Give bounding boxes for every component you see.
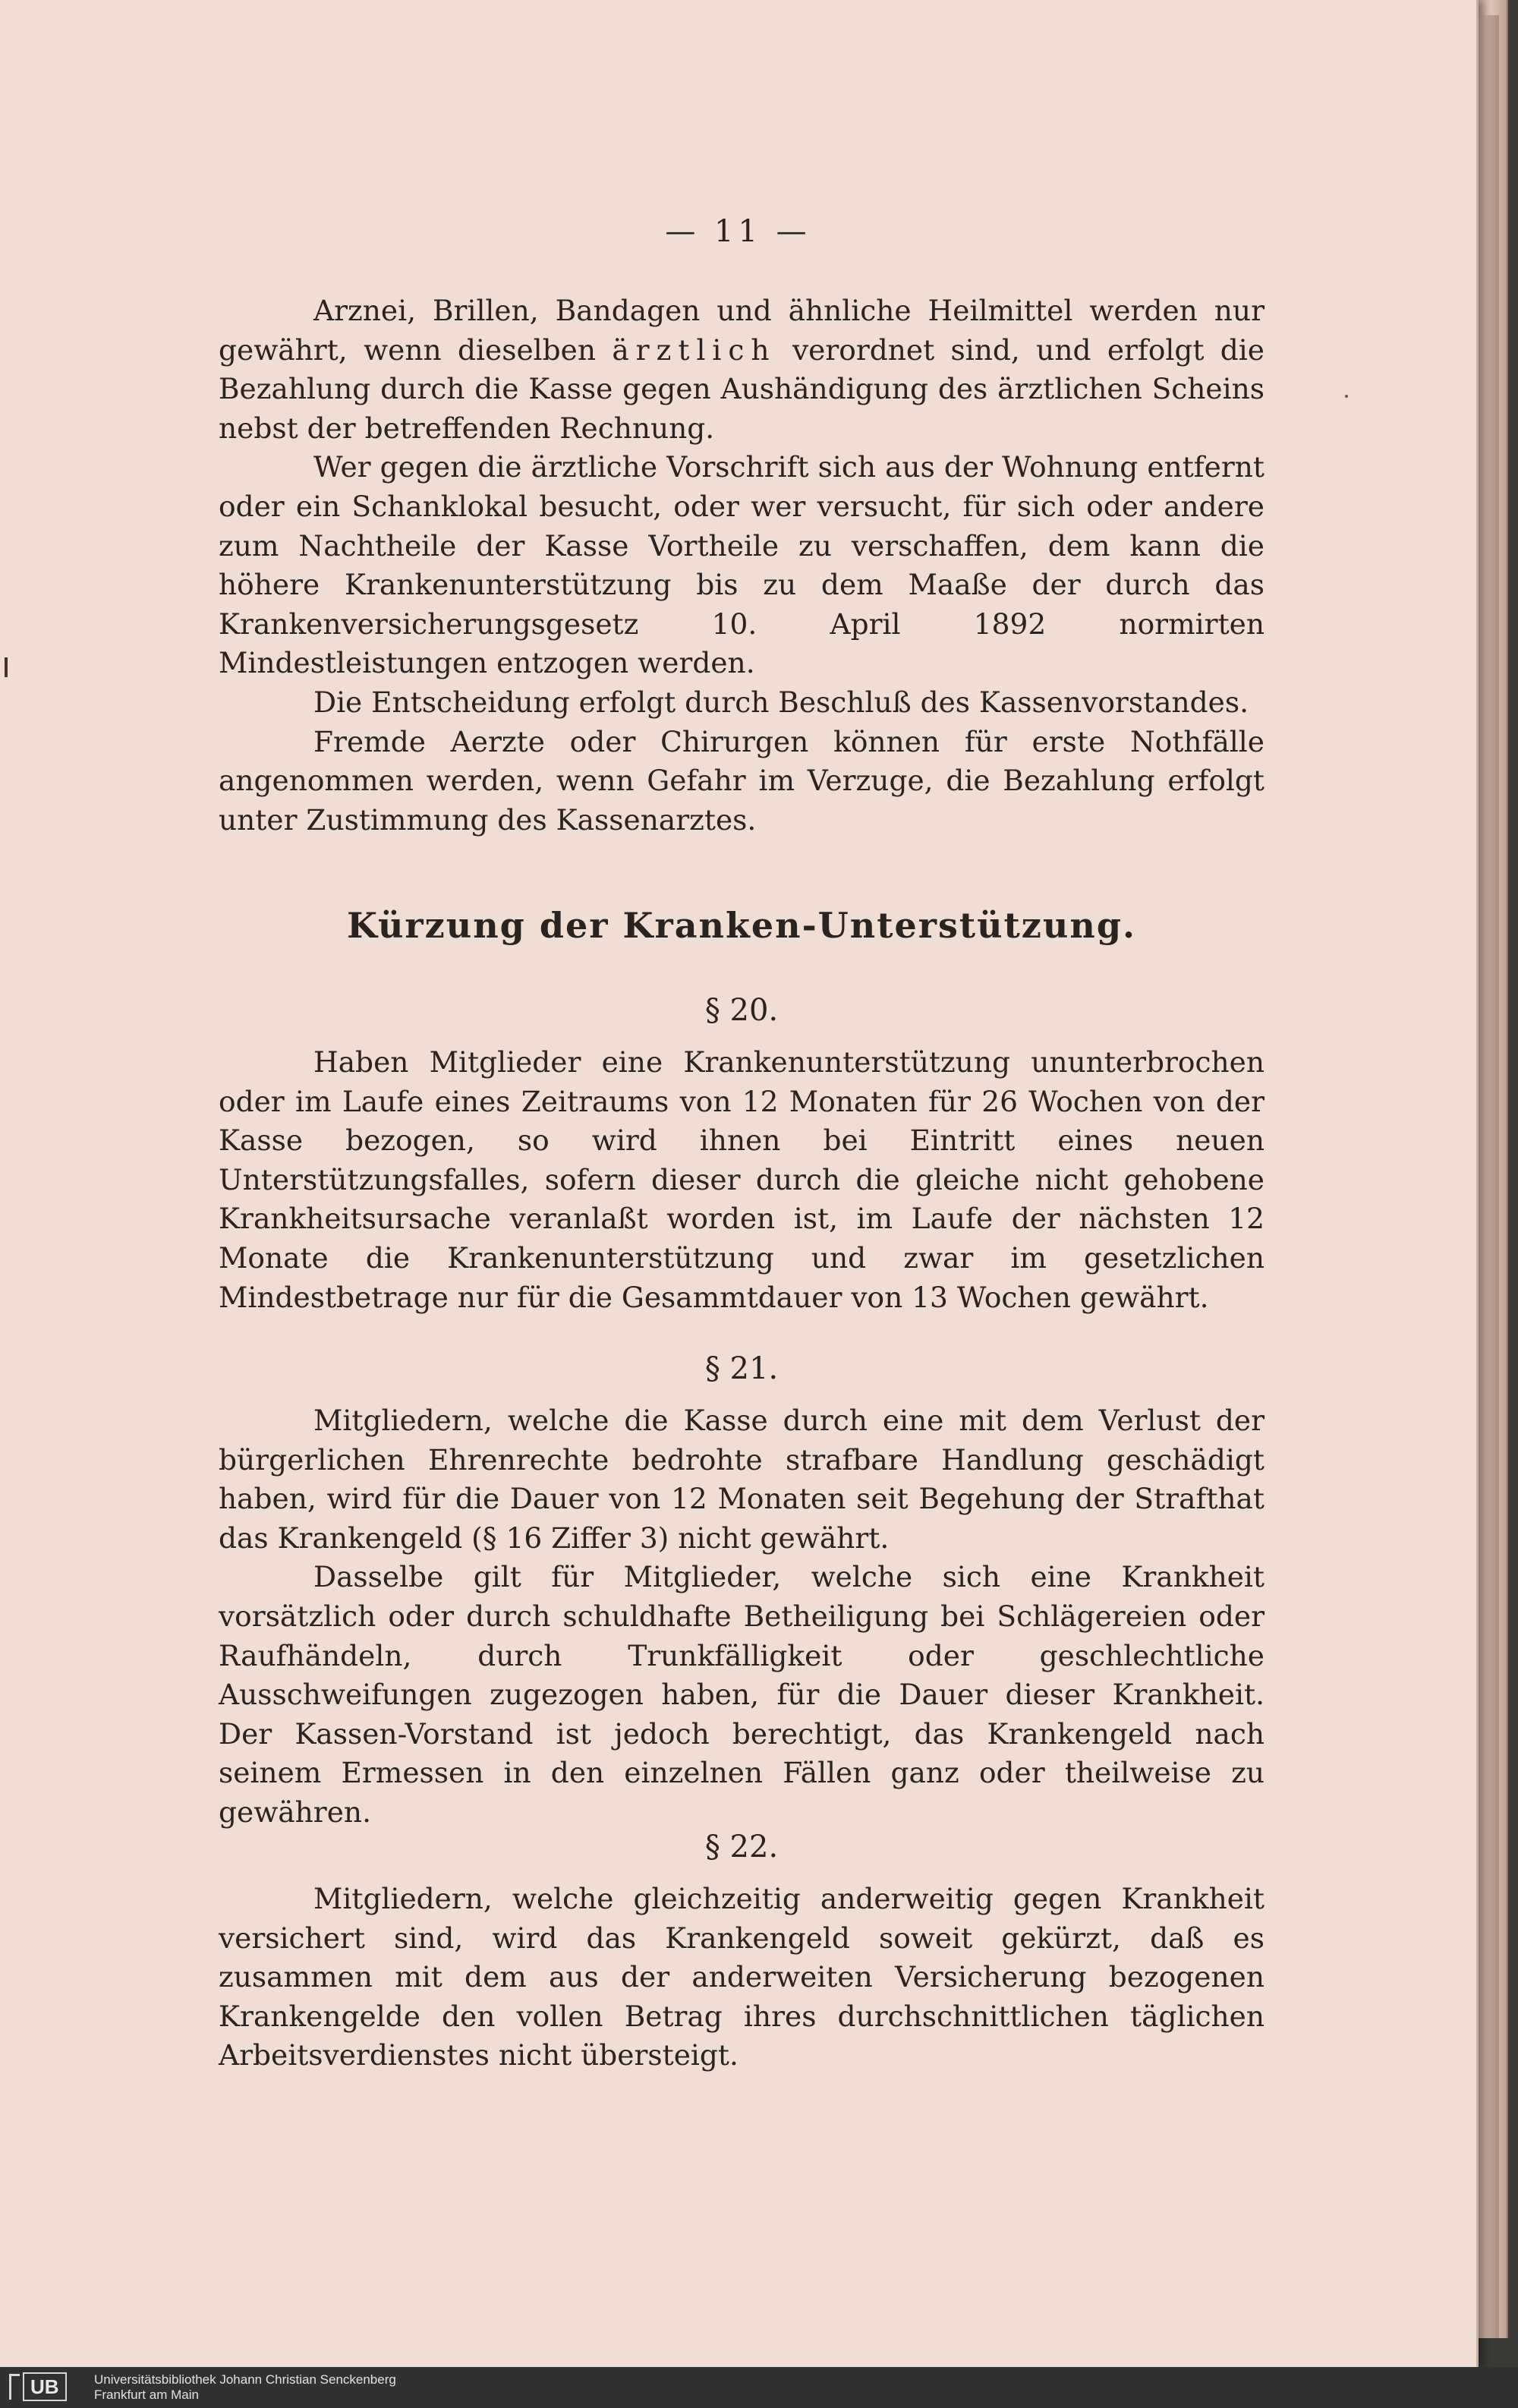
ub-logo-text: UB: [23, 2372, 67, 2401]
paragraph-medicine: Arznei, Brillen, Bandagen und ähnliche Heilmittel werden nur gewährt, wenn dieselben ärztlich verordnet sind, und erfolgt die Bezahlung durch die Kasse gegen Aushändigung des ärztlichen Scheins nebst der betreffenden Rechnung.: [219, 294, 1264, 445]
library-footer-bar: [0, 2367, 1518, 2408]
paragraph-prescription: Wer gegen die ärztliche Vorschrift sich aus der Wohnung entfernt oder ein Schanklokal besucht, oder wer versucht, für sich oder andere zum Nachtheile der Kasse Vortheile zu verschaffen, dem kann die höhere Krankenunterstützung bis zu dem Maaße der durch das Krankenversicherungsgesetz 10. April 1892 normirten Mindestleistungen entzogen werden.: [219, 450, 1264, 680]
ink-speck: [1345, 395, 1348, 398]
page-number: — 11 —: [665, 214, 811, 249]
body-text-top: [219, 292, 1264, 840]
library-credit: [94, 2372, 396, 2403]
ub-logo: [9, 2372, 85, 2402]
library-location: Frankfurt am Main: [94, 2388, 199, 2402]
ub-logo-mark-icon: [9, 2374, 20, 2400]
paragraph-label-20: § 20.: [704, 993, 779, 1028]
paragraph: Dasselbe gilt für Mitglieder, welche sich eine Krankheit vorsätzlich oder durch schuldhafte Betheiligung bei Schlägereien oder Raufhändeln, durch Trunkfälligkeit oder geschlechtliche Ausschweifungen zugezogen haben, für die Dauer dieser Krankheit. Der Kassen-Vorstand ist jedoch berechtigt, das Krankengeld nach seinem Ermessen in den einzelnen Fällen ganz oder theilweise zu gewähren.: [219, 1560, 1264, 1829]
section-21-text: [219, 1401, 1264, 1833]
margin-mark: [5, 657, 8, 677]
section-heading: Kürzung der Kranken-Unterstützung.: [347, 905, 1136, 946]
paragraph: Mitgliedern, welche gleichzeitig anderweitig gegen Krankheit versichert sind, wird das Krankengeld soweit gekürzt, daß es zusammen mit dem aus der anderweiten Versicherung bezogenen Krankengelde den vollen Betrag ihres durchschnittlichen täglichen Arbeitsverdienstes nicht übersteigt.: [219, 1882, 1264, 2072]
library-name: Universitätsbibliothek Johann Christian Senckenberg: [94, 2372, 396, 2387]
paragraph: Mitgliedern, welche die Kasse durch eine mit dem Verlust der bürgerlichen Ehrenrechte bedrohte strafbare Handlung geschädigt haben, wird für die Dauer von 12 Monaten seit Begehung der Strafthat das Krankengeld (§ 16 Ziffer 3) nicht gewährt.: [219, 1404, 1264, 1555]
paragraph-foreign-doctors: Fremde Aerzte oder Chirurgen können für erste Nothfälle angenommen werden, wenn Gefahr im Verzuge, die Bezahlung erfolgt unter Zustimmung des Kassenarztes.: [219, 724, 1264, 837]
paragraph-label-22: § 22.: [704, 1830, 779, 1864]
section-22-text: [219, 1880, 1264, 2075]
paragraph: Haben Mitglieder eine Krankenunterstützung ununterbrochen oder im Laufe eines Zeitraums von 12 Monaten für 26 Wochen von der Kasse bezogen, so wird ihnen bei Eintritt eines neuen Unterstützungsfalles, sofern dieser durch die gleiche nicht gehobene Krankheitsursache veranlaßt worden ist, im Laufe der nächsten 12 Monate die Krankenunterstützung und zwar im gesetzlichen Mindestbetrage nur für die Gesammtdauer von 13 Wochen gewährt.: [219, 1045, 1264, 1314]
paragraph-decision: Die Entscheidung erfolgt durch Beschluß des Kassenvorstandes.: [313, 685, 1249, 719]
section-20-text: [219, 1043, 1264, 1317]
paragraph-label-21: § 21.: [704, 1351, 779, 1386]
